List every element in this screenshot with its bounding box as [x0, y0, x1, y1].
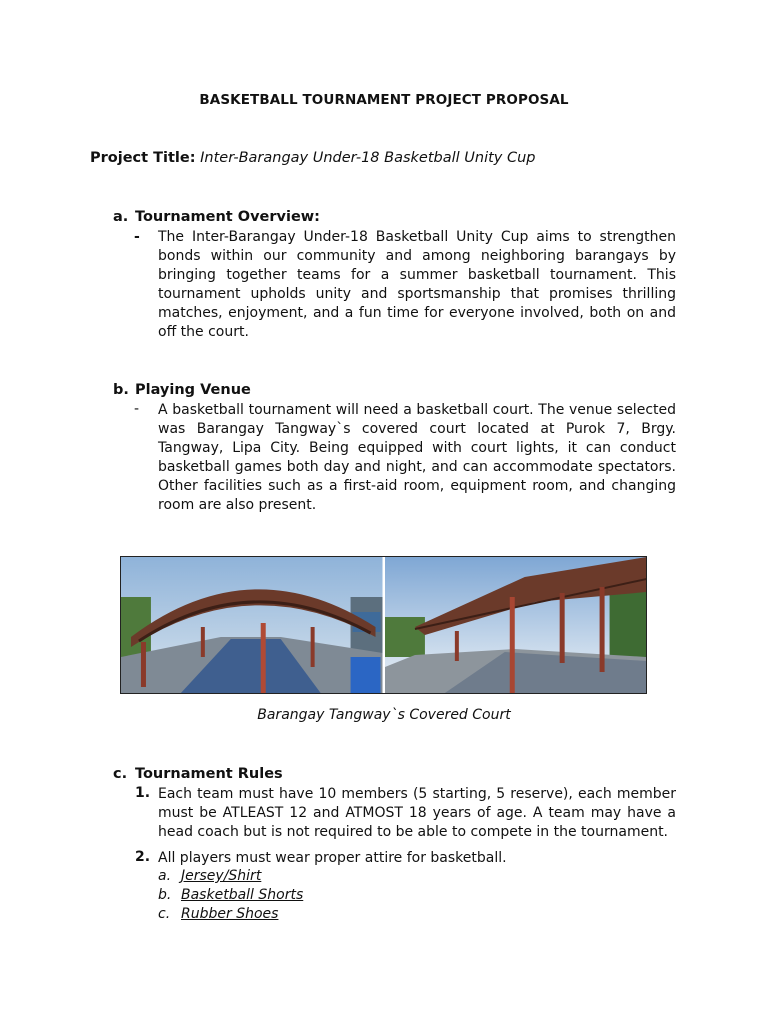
section-a-paragraph: The Inter-Barangay Under-18 Basketball Unity Cup aims to strengthen bonds within our community and among neighboring barangays by bringing together teams for a summer basketball tournament. This tournament upholds unity and sportsmanship that promises thrilling matches, enjoyment, and a fun time for everyone involved, both on and off the court.: [158, 229, 676, 340]
section-b-paragraph: A basketball tournament will need a basketball court. The venue selected was Barangay Tangway`s covered court located at Purok 7, Brgy. Tangway, Lipa City. Being equipped with court lights, it can conduct basketball games both day and night, and can accommodate spectators. Other facilities such as a first-aid room, equipment room, and changing room are also present.: [158, 402, 676, 513]
project-title-label: Project Title:: [90, 150, 196, 166]
attire-item: Jersey/Shirt: [181, 868, 262, 884]
section-c-title: Tournament Rules: [135, 766, 283, 782]
section-c-heading: [113, 766, 283, 782]
section-a-letter: a.: [113, 209, 129, 225]
rule-2-text: All players must wear proper attire for basketball.: [158, 850, 507, 866]
project-title-line: [90, 150, 536, 166]
section-b-heading: [113, 382, 251, 398]
rule-2-number: 2.: [135, 849, 151, 865]
attire-item-letter: b.: [158, 887, 172, 903]
rule-1-number: 1.: [135, 785, 151, 801]
attire-item: Rubber Shoes: [181, 906, 279, 922]
section-b-bullet: -: [134, 401, 140, 417]
section-b-title: Playing Venue: [135, 382, 251, 398]
attire-item-letter: c.: [158, 906, 171, 922]
section-a-bullet: -: [134, 229, 140, 245]
section-b-letter: b.: [113, 382, 129, 398]
venue-photo-right: [385, 557, 647, 693]
project-title-value: Inter-Barangay Under-18 Basketball Unity Cup: [200, 150, 536, 166]
attire-item: Basketball Shorts: [181, 887, 304, 903]
document-title: BASKETBALL TOURNAMENT PROJECT PROPOSAL: [199, 92, 569, 108]
section-a-title: Tournament Overview:: [135, 209, 320, 225]
section-a-heading: [113, 209, 320, 225]
attire-item-letter: a.: [158, 868, 172, 884]
venue-photo-caption: Barangay Tangway`s Covered Court: [257, 707, 511, 723]
rule-1-text: Each team must have 10 members (5 starting, 5 reserve), each member must be ATLEAST 12 and ATMOST 18 years of age. A team may have a head coach but is not required to be able to compete in the tournament.: [158, 786, 676, 840]
venue-photo-left: [121, 557, 383, 693]
section-c-letter: c.: [113, 766, 128, 782]
venue-photos: [120, 556, 647, 694]
